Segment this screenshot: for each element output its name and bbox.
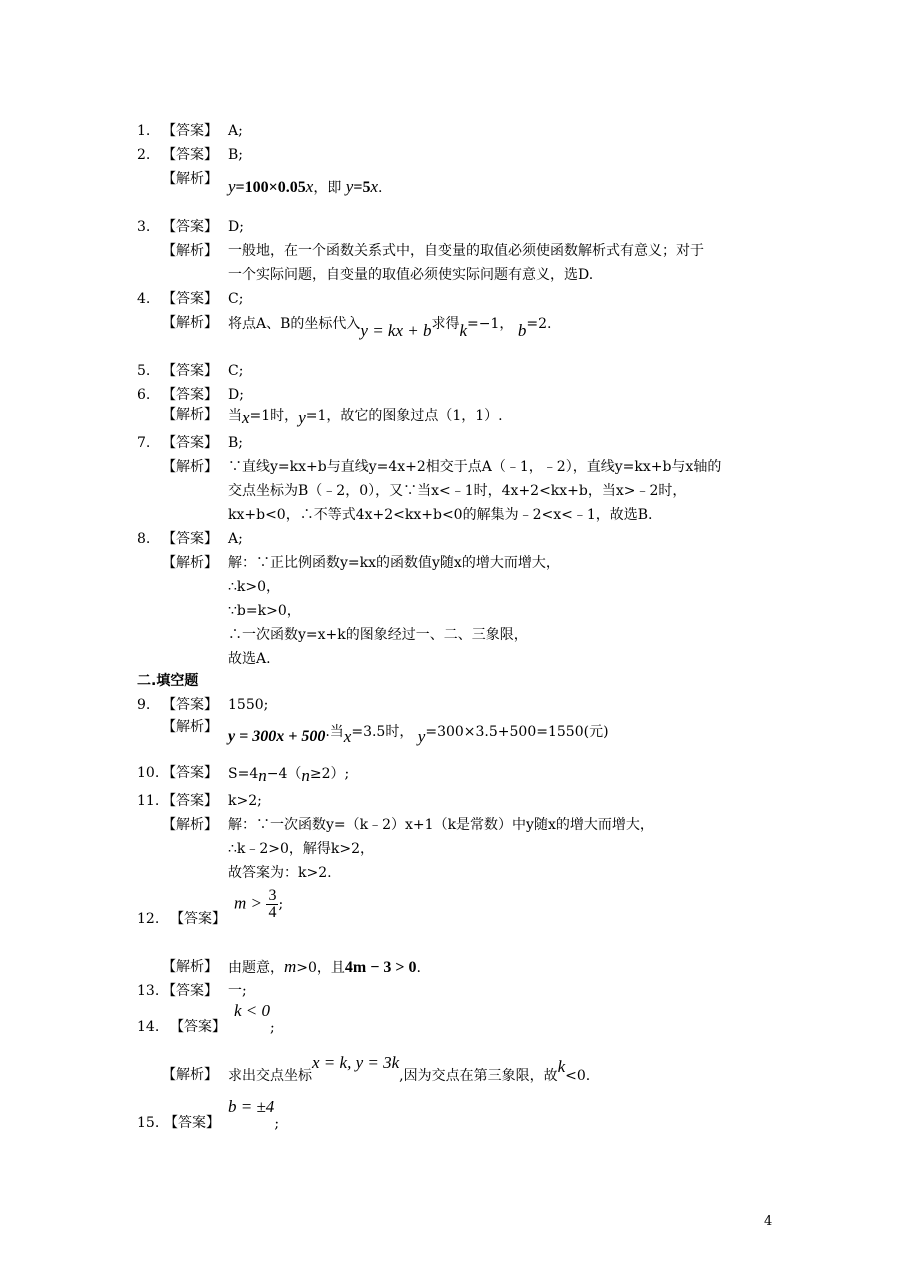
text: =2. (526, 316, 552, 332)
math-expr: =5 (353, 179, 371, 196)
q12-answer (234, 888, 283, 921)
q9-answer: 1550; (228, 697, 269, 713)
math-expr: y = 300x + 500 (228, 728, 326, 745)
q9-number: 9. (137, 697, 151, 713)
q7-answer-tag: 【答案】 (162, 435, 218, 451)
q7-analysis-line-2: 交点坐标为B（﹣2，0），又∵当x<﹣1时，4x+2<kx+b，当x>﹣2时， (228, 483, 687, 499)
q10-answer-tag: 【答案】 (162, 765, 218, 781)
q6-answer-tag: 【答案】 (162, 387, 218, 403)
q11-analysis-tag: 【解析】 (162, 817, 218, 833)
math-expr: b = ±4 (228, 1097, 275, 1116)
text: =3.5时， (351, 724, 414, 740)
text: .当 (325, 724, 344, 740)
q3-answer-tag: 【答案】 (162, 219, 218, 235)
q8-analysis-line-1: 解：∵正比例函数y=kx的函数值y随x的增大而增大， (228, 555, 560, 571)
text: −4（ (266, 766, 302, 782)
q8-analysis-tag: 【解析】 (162, 555, 218, 571)
denominator: 4 (268, 904, 277, 921)
text: 当 (228, 408, 242, 424)
q15-answer (228, 1097, 280, 1132)
q2-answer: B; (228, 147, 244, 163)
q8-analysis-line-5: 故选A. (228, 651, 271, 667)
math-expr: y = kx + b (360, 321, 432, 340)
q11-number: 11. (137, 793, 160, 809)
section-heading: 二.填空题 (137, 673, 199, 689)
text: >0，且 (296, 960, 345, 976)
math-expr: k < 0 (234, 1001, 271, 1020)
q2-number: 2. (137, 147, 151, 163)
text: 由题意， (228, 960, 284, 976)
q10-number: 10. (137, 765, 160, 781)
q5-number: 5. (137, 363, 151, 379)
text: ; (278, 896, 284, 913)
q14-analysis-tag: 【解析】 (162, 1067, 218, 1083)
math-var: n (258, 766, 267, 785)
text: ,因为交点在第三象限，故 (399, 1068, 558, 1084)
q1-answer-tag: 【答案】 (162, 123, 218, 139)
q8-number: 8. (137, 531, 151, 547)
q7-analysis-tag: 【解析】 (162, 459, 218, 475)
text: =1时， (249, 408, 299, 424)
q6-number: 6. (137, 387, 151, 403)
q12-analysis-tag: 【解析】 (162, 959, 218, 975)
q12-number: 12. (137, 911, 160, 927)
q7-analysis-line-3: kx+b<0，∴不等式4x+2<kx+b<0的解集为﹣2<x<﹣1，故选B. (228, 507, 653, 523)
math-var: y (228, 177, 236, 196)
q3-analysis-line-1: 一般地，在一个函数关系式中，自变量的取值必须使函数解析式有意义；对于 (228, 243, 704, 259)
q13-number: 13. (137, 983, 160, 999)
q12-answer-tag: 【答案】 (170, 911, 226, 927)
page-number: 4 (764, 1214, 773, 1229)
q8-analysis-line-3: ∵b=k>0， (228, 603, 301, 619)
q13-answer: 一; (228, 983, 247, 999)
q8-analysis-line-4: ∴一次函数y=x+k的图象经过一、二、三象限， (228, 627, 528, 643)
math-var: y (298, 408, 306, 427)
q4-number: 4. (137, 291, 151, 307)
q3-analysis-line-2: 一个实际问题，自变量的取值必须使实际问题有意义，选D. (228, 267, 594, 283)
text: ≥2）; (309, 766, 350, 782)
q5-answer: C; (228, 363, 244, 379)
text: 将点A、B的坐标代入 (228, 316, 361, 332)
q3-answer: D; (228, 219, 244, 235)
q6-analysis-tag: 【解析】 (162, 407, 218, 423)
q15-number: 15. (137, 1115, 160, 1131)
q11-answer: k>2; (228, 793, 262, 809)
text: =300×3.5+500=1550(元) (425, 724, 609, 740)
q4-analysis-tag: 【解析】 (162, 315, 218, 331)
q8-answer: A; (228, 531, 243, 547)
q13-answer-tag: 【答案】 (162, 983, 218, 999)
text: . (378, 180, 383, 196)
q11-analysis-line-2: ∴k﹣2>0，解得k>2， (228, 841, 375, 857)
q4-analysis (228, 314, 552, 340)
math-var: y (417, 727, 426, 746)
text: =−1， (467, 316, 514, 332)
math-var: b (517, 321, 527, 340)
math-var: k (557, 1057, 566, 1076)
q14-answer (234, 1001, 275, 1036)
q3-number: 3. (137, 219, 151, 235)
q15-answer-tag: 【答案】 (164, 1115, 220, 1131)
q7-answer: B; (228, 435, 244, 451)
math-var: x (242, 408, 250, 427)
q12-analysis (228, 958, 421, 977)
q2-analysis (228, 178, 382, 197)
math-var: x (370, 177, 378, 196)
text: S=4 (228, 766, 259, 782)
math-expr: =100×0.05 (235, 179, 306, 196)
q2-answer-tag: 【答案】 (162, 147, 218, 163)
q14-number: 14. (137, 1019, 160, 1035)
q11-answer-tag: 【答案】 (162, 793, 218, 809)
q6-analysis (228, 406, 503, 425)
math-expr: 4m − 3 > 0 (344, 959, 417, 976)
q8-answer-tag: 【答案】 (162, 531, 218, 547)
q6-answer: D; (228, 387, 244, 403)
text: ; (270, 1020, 275, 1036)
q4-answer: C; (228, 291, 244, 307)
q7-number: 7. (137, 435, 151, 451)
text: =1，故它的图象过点（1，1）. (305, 408, 503, 424)
math-var: k (459, 321, 468, 340)
q14-analysis (228, 1053, 591, 1085)
q14-answer-tag: 【答案】 (170, 1019, 226, 1035)
q9-answer-tag: 【答案】 (162, 697, 218, 713)
math-var: n (301, 766, 310, 785)
q9-analysis (228, 722, 609, 746)
q9-analysis-tag: 【解析】 (162, 719, 218, 735)
q10-answer (228, 764, 349, 783)
q5-answer-tag: 【答案】 (162, 363, 218, 379)
text: . (416, 960, 421, 976)
math-var: m (284, 957, 297, 976)
text: 求得 (431, 316, 460, 332)
q2-analysis-tag: 【解析】 (162, 171, 218, 187)
math-expr: m > (234, 893, 262, 913)
q7-analysis-line-1: ∵直线y=kx+b与直线y=4x+2相交于点A（﹣1，﹣2），直线y=kx+b与x轴的 (228, 459, 722, 475)
q11-analysis-line-3: 故答案为：k>2. (228, 865, 332, 881)
text: 求出交点坐标 (228, 1068, 312, 1084)
fraction (266, 888, 278, 921)
q8-analysis-line-2: ∴k>0， (228, 579, 281, 595)
text: ，即 (313, 180, 342, 196)
text: <0. (565, 1068, 591, 1084)
q1-number: 1. (137, 123, 151, 139)
text: ; (274, 1116, 280, 1132)
math-var: x (343, 727, 352, 746)
q3-analysis-tag: 【解析】 (162, 243, 218, 259)
math-expr: x = k, y = 3k (312, 1053, 400, 1072)
q1-answer: A; (228, 123, 243, 139)
math-var: y (345, 177, 354, 196)
q11-analysis-line-1: 解：∵一次函数y=（k﹣2）x+1（k是常数）中y随x的增大而增大， (228, 817, 654, 833)
q4-answer-tag: 【答案】 (162, 291, 218, 307)
math-var: x (305, 177, 314, 196)
numerator: 3 (268, 887, 277, 904)
